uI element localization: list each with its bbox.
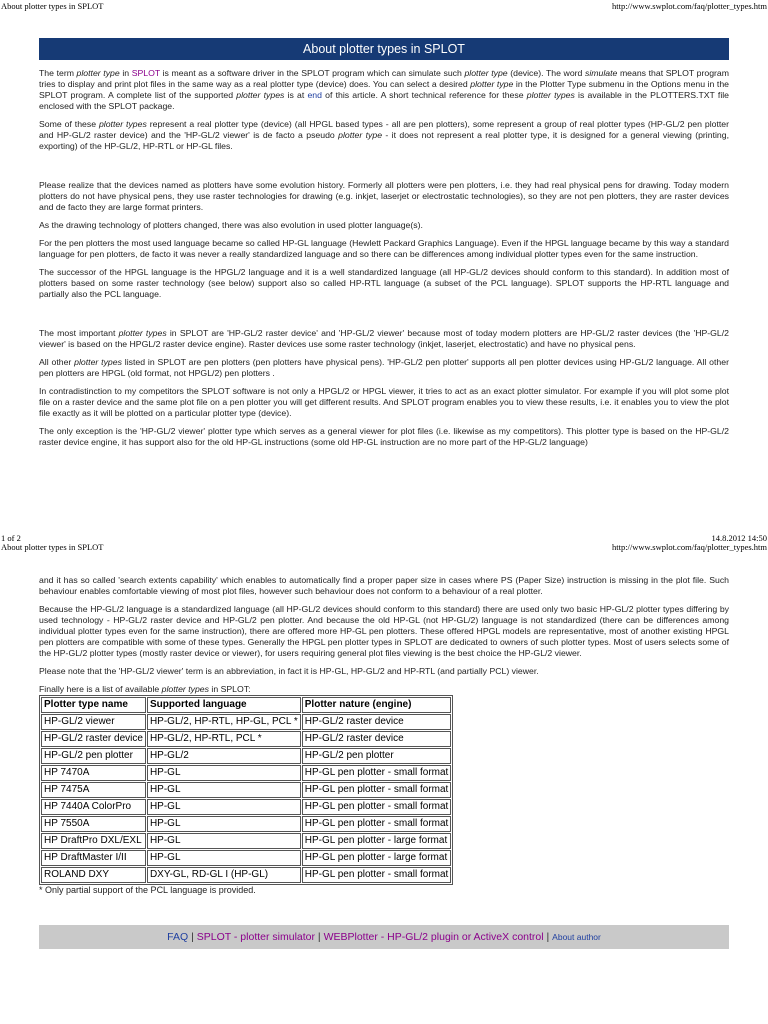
table-cell: HP-GL <box>147 782 301 798</box>
column-header: Plotter type name <box>41 697 146 713</box>
table-cell: HP-GL pen plotter - large format <box>302 833 452 849</box>
table-row <box>41 816 451 832</box>
splot-link[interactable]: SPLOT <box>131 68 161 78</box>
table-row <box>41 782 451 798</box>
print-page-break <box>0 532 768 554</box>
table-cell: HP-GL/2 pen plotter <box>41 748 146 764</box>
print-header-url-2: http://www.swplot.com/faq/plotter_types.htm <box>611 542 767 552</box>
column-header: Plotter nature (engine) <box>302 697 452 713</box>
table-footnote: * Only partial support of the PCL language is provided. <box>39 885 256 895</box>
paragraph-viewer-note: Please note that the 'HP-GL/2 viewer' term is an abbreviation, in fact it is HP-GL, HP-GL/2 and HP-RTL (and partially PCL) viewer. <box>39 666 539 676</box>
table-row <box>41 748 451 764</box>
footer-separator: | <box>546 931 550 943</box>
paragraph-exception: The only exception is the 'HP-GL/2 viewer' plotter type which serves as a general viewer for plot files (i.e. likewise as my competitors). This plotter type is based on the HP-GL/2 raster device engine, it has support also for the old HP-GL instructions (some old HP-GL instruction are no more part of the HP-GL/2 language) <box>39 426 729 447</box>
paragraph-hpgl2: The successor of the HPGL language is the HPGL/2 language and it is a well standardized language (all HP-GL/2 devices should conform to this standard). In addition most of plotters based on some raster technology (see below) support also so called HP-RTL language (a subset of the PCL language). SPLOT supports the HP-RTL language and partially also the PCL language. <box>39 267 729 299</box>
table-row <box>41 850 451 866</box>
paragraph-evolution: As the drawing technology of plotters changed, there was also evolution in used plotter language(s). <box>39 220 423 230</box>
paragraph-hpgl: For the pen plotters the most used language became so called HP-GL language (Hewlett Packard Graphics Language). Even if the HPGL language became by this way a standard language for pen plotters, de facto it was never a really standardized language and so there can be differences among individual plotter types even for the same instruction. <box>39 238 729 259</box>
footer-webplotter-link[interactable]: WEBPlotter - HP-GL/2 plugin or ActiveX control <box>323 931 544 943</box>
paragraph-standardized: Because the HP-GL/2 language is a standardized language (all HP-GL/2 devices should conform to this standard) there are used only two basic HP-GL/2 plotter types differing by used technology - HP-GL/2 raster device and HP-GL/2 pen plotter. And because the old HP-GL (not HP-GL/2) language is not standardized (there can be differences among individual plotter types even for the same instruction), there are offered more HP-GL pen plotters. These offered HPGL models are representative, most of another existing HPGL pen plotters are compatible with some of these types. Generally the HPGL pen plotter types in SPLOT are dedicated to owners of such plotter types. Most of users selects some of the HP-GL/2 plotter types (mostly raster device or viewer), for users requiring general plot files viewing is the best choice the HP-GL/2 viewer. <box>39 604 729 658</box>
paragraph-important-types: The most important plotter types in SPLOT are 'HP-GL/2 raster device' and 'HP-GL/2 viewer' because most of today modern plotters are HP-GL/2 raster devices (the 'HP-GL/2 viewer' is based on the HPGL/2 raster device engine). Raster devices use some raster technology (inkjet, laserjet, electrostatic) and have no physical pens. <box>39 328 729 349</box>
print-datetime: 14.8.2012 14:50 <box>711 533 767 543</box>
footer-about-link[interactable]: About author <box>552 932 601 942</box>
paragraph-pen-plotters: All other plotter types listed in SPLOT are pen plotters (pen plotters have physical pens). 'HP-GL/2 pen plotter' supports all pen plotter devices using HP-GL/2 language. All other pen plotters are HPGL (old format, not HPGL/2) pen plotters . <box>39 357 729 378</box>
table-cell: HP-GL <box>147 833 301 849</box>
table-row <box>41 799 451 815</box>
footer-splot-link[interactable]: SPLOT - plotter simulator <box>196 931 315 943</box>
paragraph-history: Please realize that the devices named as plotters have some evolution history. Formerly all plotters were pen plotters, i.e. they had real physical pens for drawing. Today modern plotters do not have physical pens, they use raster technologies for drawing (e.g. inkjet, laserjet or electrostatic technologies), so they are not pen plotters, they are raster devices and de facto they are large format printers. <box>39 180 729 212</box>
paragraph-list-intro: Finally here is a list of available plotter types in SPLOT: <box>39 684 251 694</box>
paragraph-intro: The term plotter type in SPLOT is meant as a software driver in the SPLOT program which can simulate such plotter type (device). The word simulate means that SPLOT program tries to display and print plot files in the same way as a real plotter type (device) does. You can select a desired plotter type in the Plotter Type submenu in the Options menu in the SPLOT program. A complete list of the supported plotter types is at end of this article. A short technical reference for these plotter types is available in the PLOTTERS.TXT file enclosed with the SPLOT package. <box>39 68 730 111</box>
table-cell: HP-GL/2 raster device <box>302 731 452 747</box>
table-row <box>41 867 451 883</box>
table-cell: HP-GL <box>147 799 301 815</box>
article-body-page-1 <box>39 68 729 455</box>
table-cell: HP-GL/2 raster device <box>41 731 146 747</box>
table-cell: HP-GL/2 pen plotter <box>302 748 452 764</box>
table-cell: HP-GL pen plotter - small format <box>302 867 452 883</box>
table-cell: HP-GL/2 raster device <box>302 714 452 730</box>
footer-faq-link[interactable]: FAQ <box>167 931 189 943</box>
table-cell: HP 7550A <box>41 816 146 832</box>
footer-nav <box>39 925 729 949</box>
end-link[interactable]: end <box>307 90 322 100</box>
print-header-title-2: About plotter types in SPLOT <box>1 542 104 552</box>
table-cell: HP 7475A <box>41 782 146 798</box>
table-row <box>41 833 451 849</box>
table-row <box>41 714 451 730</box>
table-cell: HP-GL <box>147 816 301 832</box>
plotter-types-table <box>39 695 453 885</box>
paragraph-simulator: In contradistinction to my competitors the SPLOT software is not only a HPGL/2 or HPGL viewer, it tries to act as an exact plotter simulator. For example if you will plot some plot file on a raster device and the same plot file on a pen plotter you will get different results. And SPLOT program enables you to view these results, i.e. it enables you to view the plot file exactly as it will be plotted on a particular plotter type (device). <box>39 386 729 418</box>
table-cell: HP-GL/2 viewer <box>41 714 146 730</box>
table-cell: HP-GL <box>147 850 301 866</box>
paragraph-types: Some of these plotter types represent a real plotter type (device) (all HPGL based types - all are pen plotters), some represent a group of real plotter types (HP-GL/2 pen plotter and HP-GL/2 raster device) and the 'HP-GL/2 viewer' is de facto a pseudo plotter type - it does not represent a real plotter type, it is designed for a general viewing (printing, exporting) of the HP-GL/2, HP-RTL or HP-GL files. <box>39 119 730 151</box>
table-header-row <box>41 697 451 713</box>
table-cell: DXY-GL, RD-GL I (HP-GL) <box>147 867 301 883</box>
article-body-page-2 <box>39 575 729 896</box>
page-count: 1 of 2 <box>1 533 21 543</box>
table-row <box>41 765 451 781</box>
table-cell: HP-GL <box>147 765 301 781</box>
column-header: Supported language <box>147 697 301 713</box>
table-cell: HP DraftMaster I/II <box>41 850 146 866</box>
table-cell: HP-GL pen plotter - large format <box>302 850 452 866</box>
table-cell: HP-GL pen plotter - small format <box>302 765 452 781</box>
table-cell: HP-GL/2 <box>147 748 301 764</box>
table-cell: HP-GL pen plotter - small format <box>302 799 452 815</box>
page-title: About plotter types in SPLOT <box>39 38 729 60</box>
table-row <box>41 731 451 747</box>
table-cell: HP 7440A ColorPro <box>41 799 146 815</box>
footer-separator: | <box>191 931 194 943</box>
table-cell: HP-GL pen plotter - small format <box>302 816 452 832</box>
print-header-title: About plotter types in SPLOT <box>1 1 104 11</box>
table-cell: HP 7470A <box>41 765 146 781</box>
table-cell: HP-GL pen plotter - small format <box>302 782 452 798</box>
table-cell: ROLAND DXY <box>41 867 146 883</box>
table-cell: HP DraftPro DXL/EXL <box>41 833 146 849</box>
table-cell: HP-GL/2, HP-RTL, HP-GL, PCL * <box>147 714 301 730</box>
table-cell: HP-GL/2, HP-RTL, PCL * <box>147 731 301 747</box>
print-header <box>0 0 768 14</box>
paragraph-search-extents: and it has so called 'search extents capability' which enables to automatically find a proper paper size in cases where PS (Paper Size) instruction is missing in the plot file. Such behaviour enables comfortable viewing of most plot files, however such behaviour does not conform to a behaviour of a real plotter. <box>39 575 729 596</box>
footer-separator: | <box>317 931 321 943</box>
print-header-url: http://www.swplot.com/faq/plotter_types.htm <box>611 1 767 11</box>
